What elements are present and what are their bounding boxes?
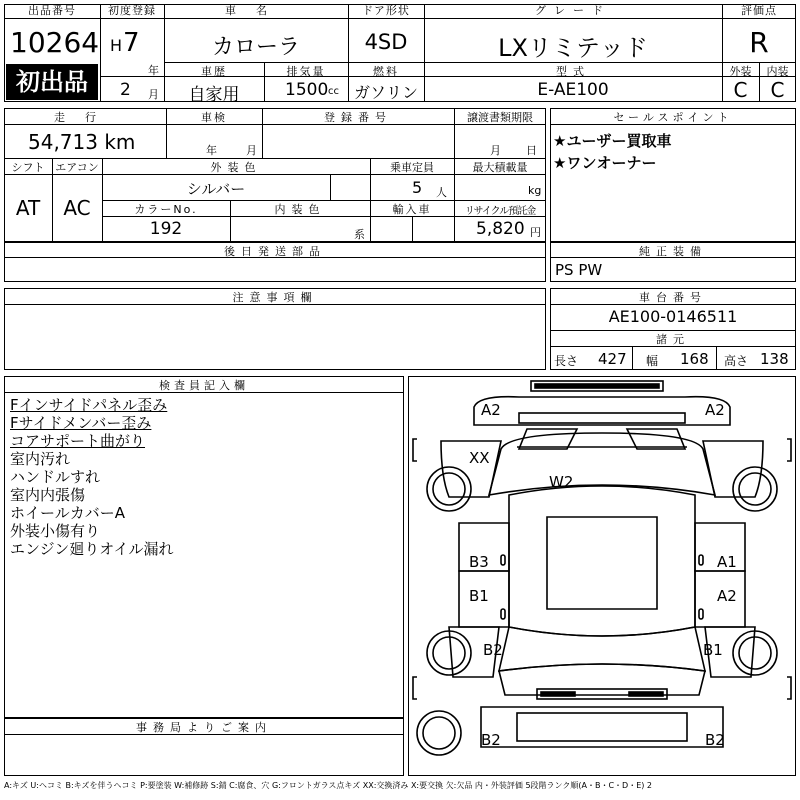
seats-unit: 人 — [436, 186, 447, 199]
colorno-label: カラーNo. — [134, 203, 198, 216]
car-name-label: 車名 — [164, 4, 348, 19]
ac-label: エアコン — [55, 161, 99, 174]
seats: 5 — [412, 178, 423, 197]
mark-a2-right: A2 — [717, 587, 737, 605]
legend-text: A:キズ U:ヘコミ B:キズを伴うヘコミ P:要塗装 W:補修跡 S:錆 C:腐食、穴 G:フロントガラス点キズ XX:交換済み X:要交換 欠:欠品 内・外装評価 5段階ランク順(A・B・C・D・E) 2 — [4, 781, 653, 790]
width: 168 — [680, 350, 709, 368]
import-label: 輸入車 — [392, 203, 432, 216]
first-listing-badge: 初出品 — [6, 64, 98, 100]
note-line: ホイールカバーA — [10, 504, 125, 522]
transfer-month-unit: 月 — [490, 144, 501, 157]
ac: AC — [63, 196, 91, 220]
load-label: 最大積載量 — [472, 161, 528, 174]
color-label: 外装色 — [210, 161, 262, 174]
front-panel-shape — [474, 397, 730, 425]
model: E-AE100 — [537, 80, 609, 100]
reg-month: 2 — [120, 80, 131, 100]
headlight-left-shape — [519, 429, 577, 449]
mark-a1: A1 — [717, 553, 737, 571]
displacement-label: 排気量 — [286, 65, 326, 78]
note-line: 室内内張傷 — [10, 486, 86, 504]
door-type: 4SD — [364, 30, 408, 54]
specs-label: 諸元 — [656, 333, 690, 346]
note-line: エンジン廻りオイル漏れ — [10, 540, 174, 558]
sales-point-section — [550, 108, 796, 242]
mark-a2-front-right: A2 — [705, 401, 725, 419]
history: 自家用 — [188, 85, 240, 105]
shift: AT — [15, 196, 41, 220]
model-label: 型式 — [556, 65, 590, 78]
inspector-label: 検査員記入欄 — [159, 379, 249, 392]
vehicle-info-section — [4, 108, 546, 242]
office-label: 事務局よりご案内 — [136, 721, 272, 734]
length: 427 — [598, 350, 627, 368]
mileage: 54,713 km — [28, 130, 136, 154]
mark-a2-front-left: A2 — [481, 401, 501, 419]
damage-diagram — [408, 376, 796, 776]
note-line: 外装小傷有り — [10, 522, 101, 540]
note-line: Fインサイドパネル歪み — [10, 396, 168, 414]
right-door-handle-shape — [699, 555, 703, 565]
mark-w2: W2 — [549, 473, 574, 491]
lot-number: 10264 — [10, 26, 100, 59]
bracket-left-top-shape — [413, 439, 417, 461]
left-door-handle-shape — [501, 555, 505, 565]
length-label: 長さ — [554, 354, 579, 368]
sales-point-2: ★ワンオーナー — [553, 154, 657, 172]
front-grille-shape — [535, 384, 659, 388]
recycle-unit: 円 — [530, 226, 541, 239]
chassis-number: AE100-0146511 — [608, 307, 738, 326]
chassis-label: 車台番号 — [639, 291, 707, 304]
genuine-equipment: PS PW — [555, 261, 603, 279]
fuel: ガソリン — [353, 83, 418, 102]
fuel-label: 燃料 — [373, 65, 399, 78]
mileage-label: 走行 — [54, 111, 116, 124]
front-bumper-inner-shape — [519, 413, 685, 423]
insp-year-unit: 年 — [206, 144, 217, 157]
bracket-left-bottom-shape — [413, 677, 417, 699]
insp-month-unit: 月 — [246, 144, 257, 157]
sales-point-1: ★ユーザー買取車 — [553, 132, 672, 150]
bracket-right-bottom-shape — [787, 677, 791, 699]
grade: LXリミテッド — [498, 34, 648, 62]
score-label: 評価点 — [722, 4, 796, 19]
recycle-amount: 5,820 — [476, 219, 525, 239]
displacement-unit: cc — [328, 86, 339, 97]
int-label: 内装 — [766, 65, 789, 78]
roof-shape — [509, 486, 695, 636]
int-score: C — [770, 78, 785, 102]
mark-b1-left: B1 — [469, 587, 489, 605]
transfer-day-unit: 日 — [526, 144, 537, 157]
month-unit: 月 — [148, 88, 159, 101]
load-unit: kg — [528, 184, 542, 197]
trunk-shape — [499, 664, 705, 695]
note-line: コアサポート曲がり — [10, 432, 146, 450]
recycle-label: リサイクル預託金 — [464, 206, 536, 217]
inspector-notes — [10, 396, 174, 558]
note-line: Fサイドメンバー歪み — [10, 414, 152, 432]
headlight-right-shape — [627, 429, 685, 449]
later-parts-label: 後日発送部品 — [224, 245, 326, 258]
mark-b2-rear-right: B2 — [705, 731, 725, 749]
colorno: 192 — [149, 219, 183, 239]
ext-label: 外装 — [729, 65, 752, 78]
height-label: 高さ — [724, 354, 749, 368]
color: シルバー — [186, 180, 246, 198]
year-unit: 年 — [148, 64, 159, 77]
shift-label: シフト — [11, 161, 45, 174]
score: R — [749, 26, 769, 59]
interior-unit: 系 — [354, 228, 365, 241]
transfer-label: 譲渡書類期限 — [467, 111, 533, 124]
cabin-inner-shape — [547, 517, 657, 609]
grade-label: グレード — [424, 4, 722, 19]
door-label: ドア形状 — [348, 4, 424, 19]
width-label: 幅 — [646, 354, 659, 368]
era: H — [110, 36, 123, 55]
interior-color-label: 内装色 — [274, 203, 326, 216]
car-name: カローラ — [211, 35, 300, 60]
mark-b3: B3 — [469, 553, 489, 571]
caution-label: 注意事項欄 — [232, 291, 318, 304]
note-line: ハンドルすれ — [10, 468, 101, 486]
mark-xx: XX — [469, 449, 490, 467]
mark-b2-rear-left: B2 — [481, 731, 501, 749]
rear-panel-inner-shape — [517, 713, 687, 741]
sales-label: セールスポイント — [613, 111, 733, 124]
height: 138 — [760, 350, 789, 368]
lot-label: 出品番号 — [4, 4, 100, 19]
inspection-label: 車検 — [201, 111, 227, 124]
displacement: 1500 — [285, 80, 329, 100]
note-line: 室内汚れ — [10, 450, 71, 468]
regno-label: 登録番号 — [324, 111, 392, 124]
ext-score: C — [733, 78, 748, 102]
mark-b2-left: B2 — [483, 641, 503, 659]
reg-year: 7 — [123, 28, 140, 58]
genuine-label: 純正装備 — [639, 245, 707, 258]
bracket-right-top-shape — [787, 439, 791, 461]
car-diagram-svg — [409, 377, 795, 775]
mark-b1-right: B1 — [703, 641, 723, 659]
first-reg-label: 初度登録 — [100, 4, 164, 19]
seats-label: 乗車定員 — [390, 161, 434, 174]
history-label: 車歴 — [201, 65, 227, 78]
